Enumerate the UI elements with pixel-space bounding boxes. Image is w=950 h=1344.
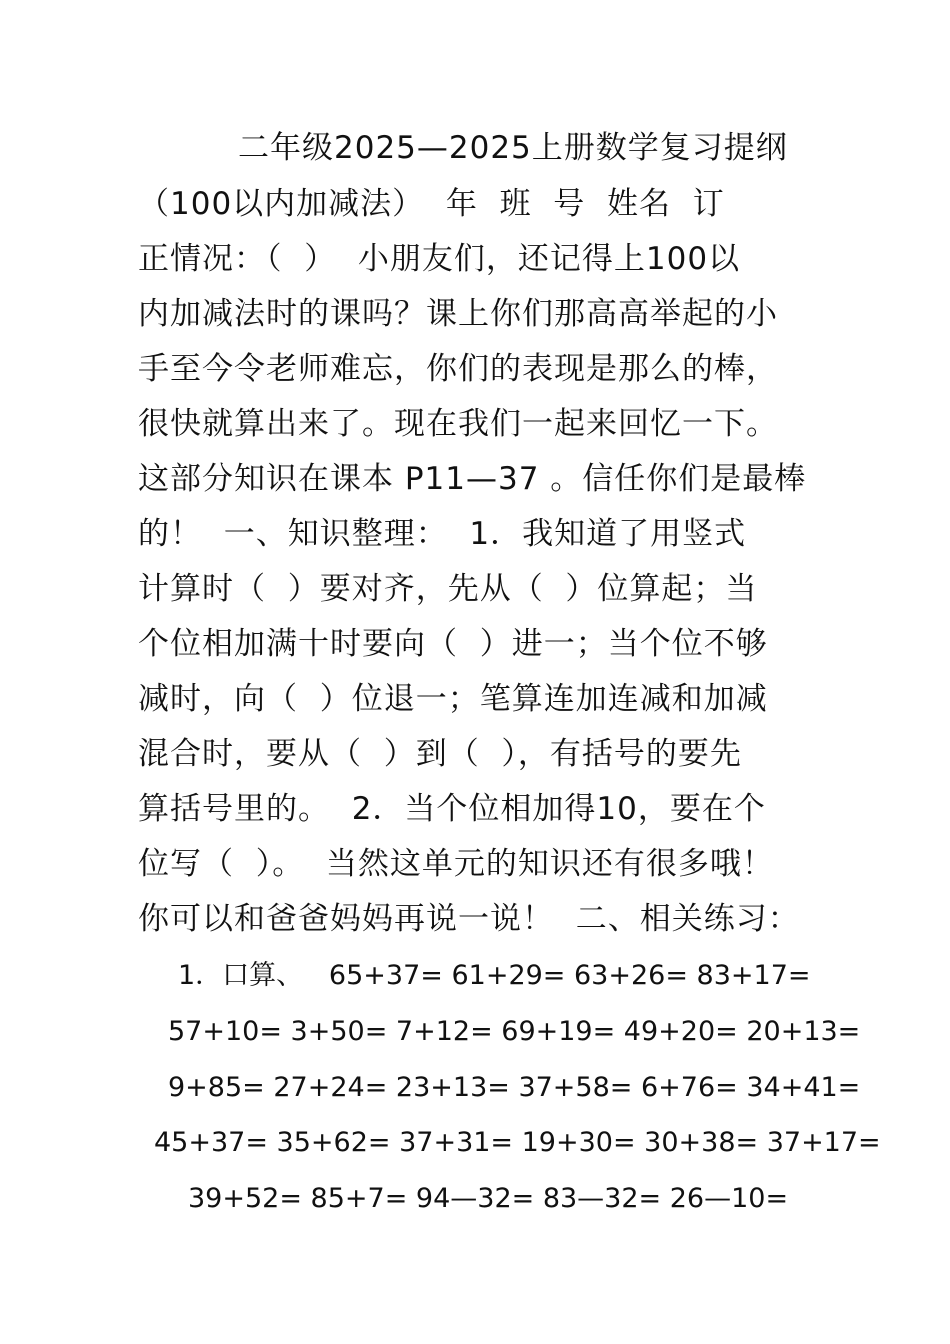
paragraph-line: 的！ 一、知识整理： 1．我知道了用竖式 bbox=[138, 516, 747, 552]
paragraph-line: 计算时（ ）要对齐，先从（ ）位算起；当 bbox=[138, 571, 758, 607]
exercise-line: 9+85= 27+24= 23+13= 37+58= 6+76= 34+41= bbox=[168, 1072, 861, 1103]
paragraph-line: 位写（ ）。 当然这单元的知识还有很多哦！ bbox=[138, 846, 774, 882]
document-title: 二年级2025—2025上册数学复习提纲 bbox=[238, 130, 788, 166]
exercise-line: 39+52= 85+7= 94—32= 83—32= 26—10= bbox=[188, 1183, 789, 1214]
paragraph-line: 正情况：（ ） 小朋友们，还记得上100以 bbox=[138, 241, 741, 277]
paragraph-line: 这部分知识在课本 P11—37 。信任你们是最棒 bbox=[138, 461, 807, 497]
exercise-line: 45+37= 35+62= 37+31= 19+30= 30+38= 37+17= bbox=[154, 1127, 881, 1158]
paragraph-line: 算括号里的。 2．当个位相加得10，要在个 bbox=[138, 791, 766, 827]
exercise-line: 57+10= 3+50= 7+12= 69+19= 49+20= 20+13= bbox=[168, 1016, 861, 1047]
paragraph-line: 个位相加满十时要向（ ）进一；当个位不够 bbox=[138, 626, 768, 662]
paragraph-line: 手至今令老师难忘，你们的表现是那么的棒， bbox=[138, 351, 778, 387]
paragraph-line: 内加减法时的课吗？课上你们那高高举起的小 bbox=[138, 296, 778, 332]
paragraph-line: 混合时，要从（ ）到（ ），有括号的要先 bbox=[138, 736, 742, 772]
exercise-line: 1．口算、 65+37= 61+29= 63+26= 83+17= bbox=[178, 960, 811, 991]
paragraph-line: （100以内加减法） 年 班 号 姓名 订 bbox=[138, 186, 725, 222]
paragraph-line: 减时，向（ ）位退一；笔算连加连减和加减 bbox=[138, 681, 768, 717]
paragraph-line: 你可以和爸爸妈妈再说一说！ 二、相关练习： bbox=[138, 901, 800, 937]
paragraph-line: 很快就算出来了。现在我们一起来回忆一下。 bbox=[138, 406, 778, 442]
